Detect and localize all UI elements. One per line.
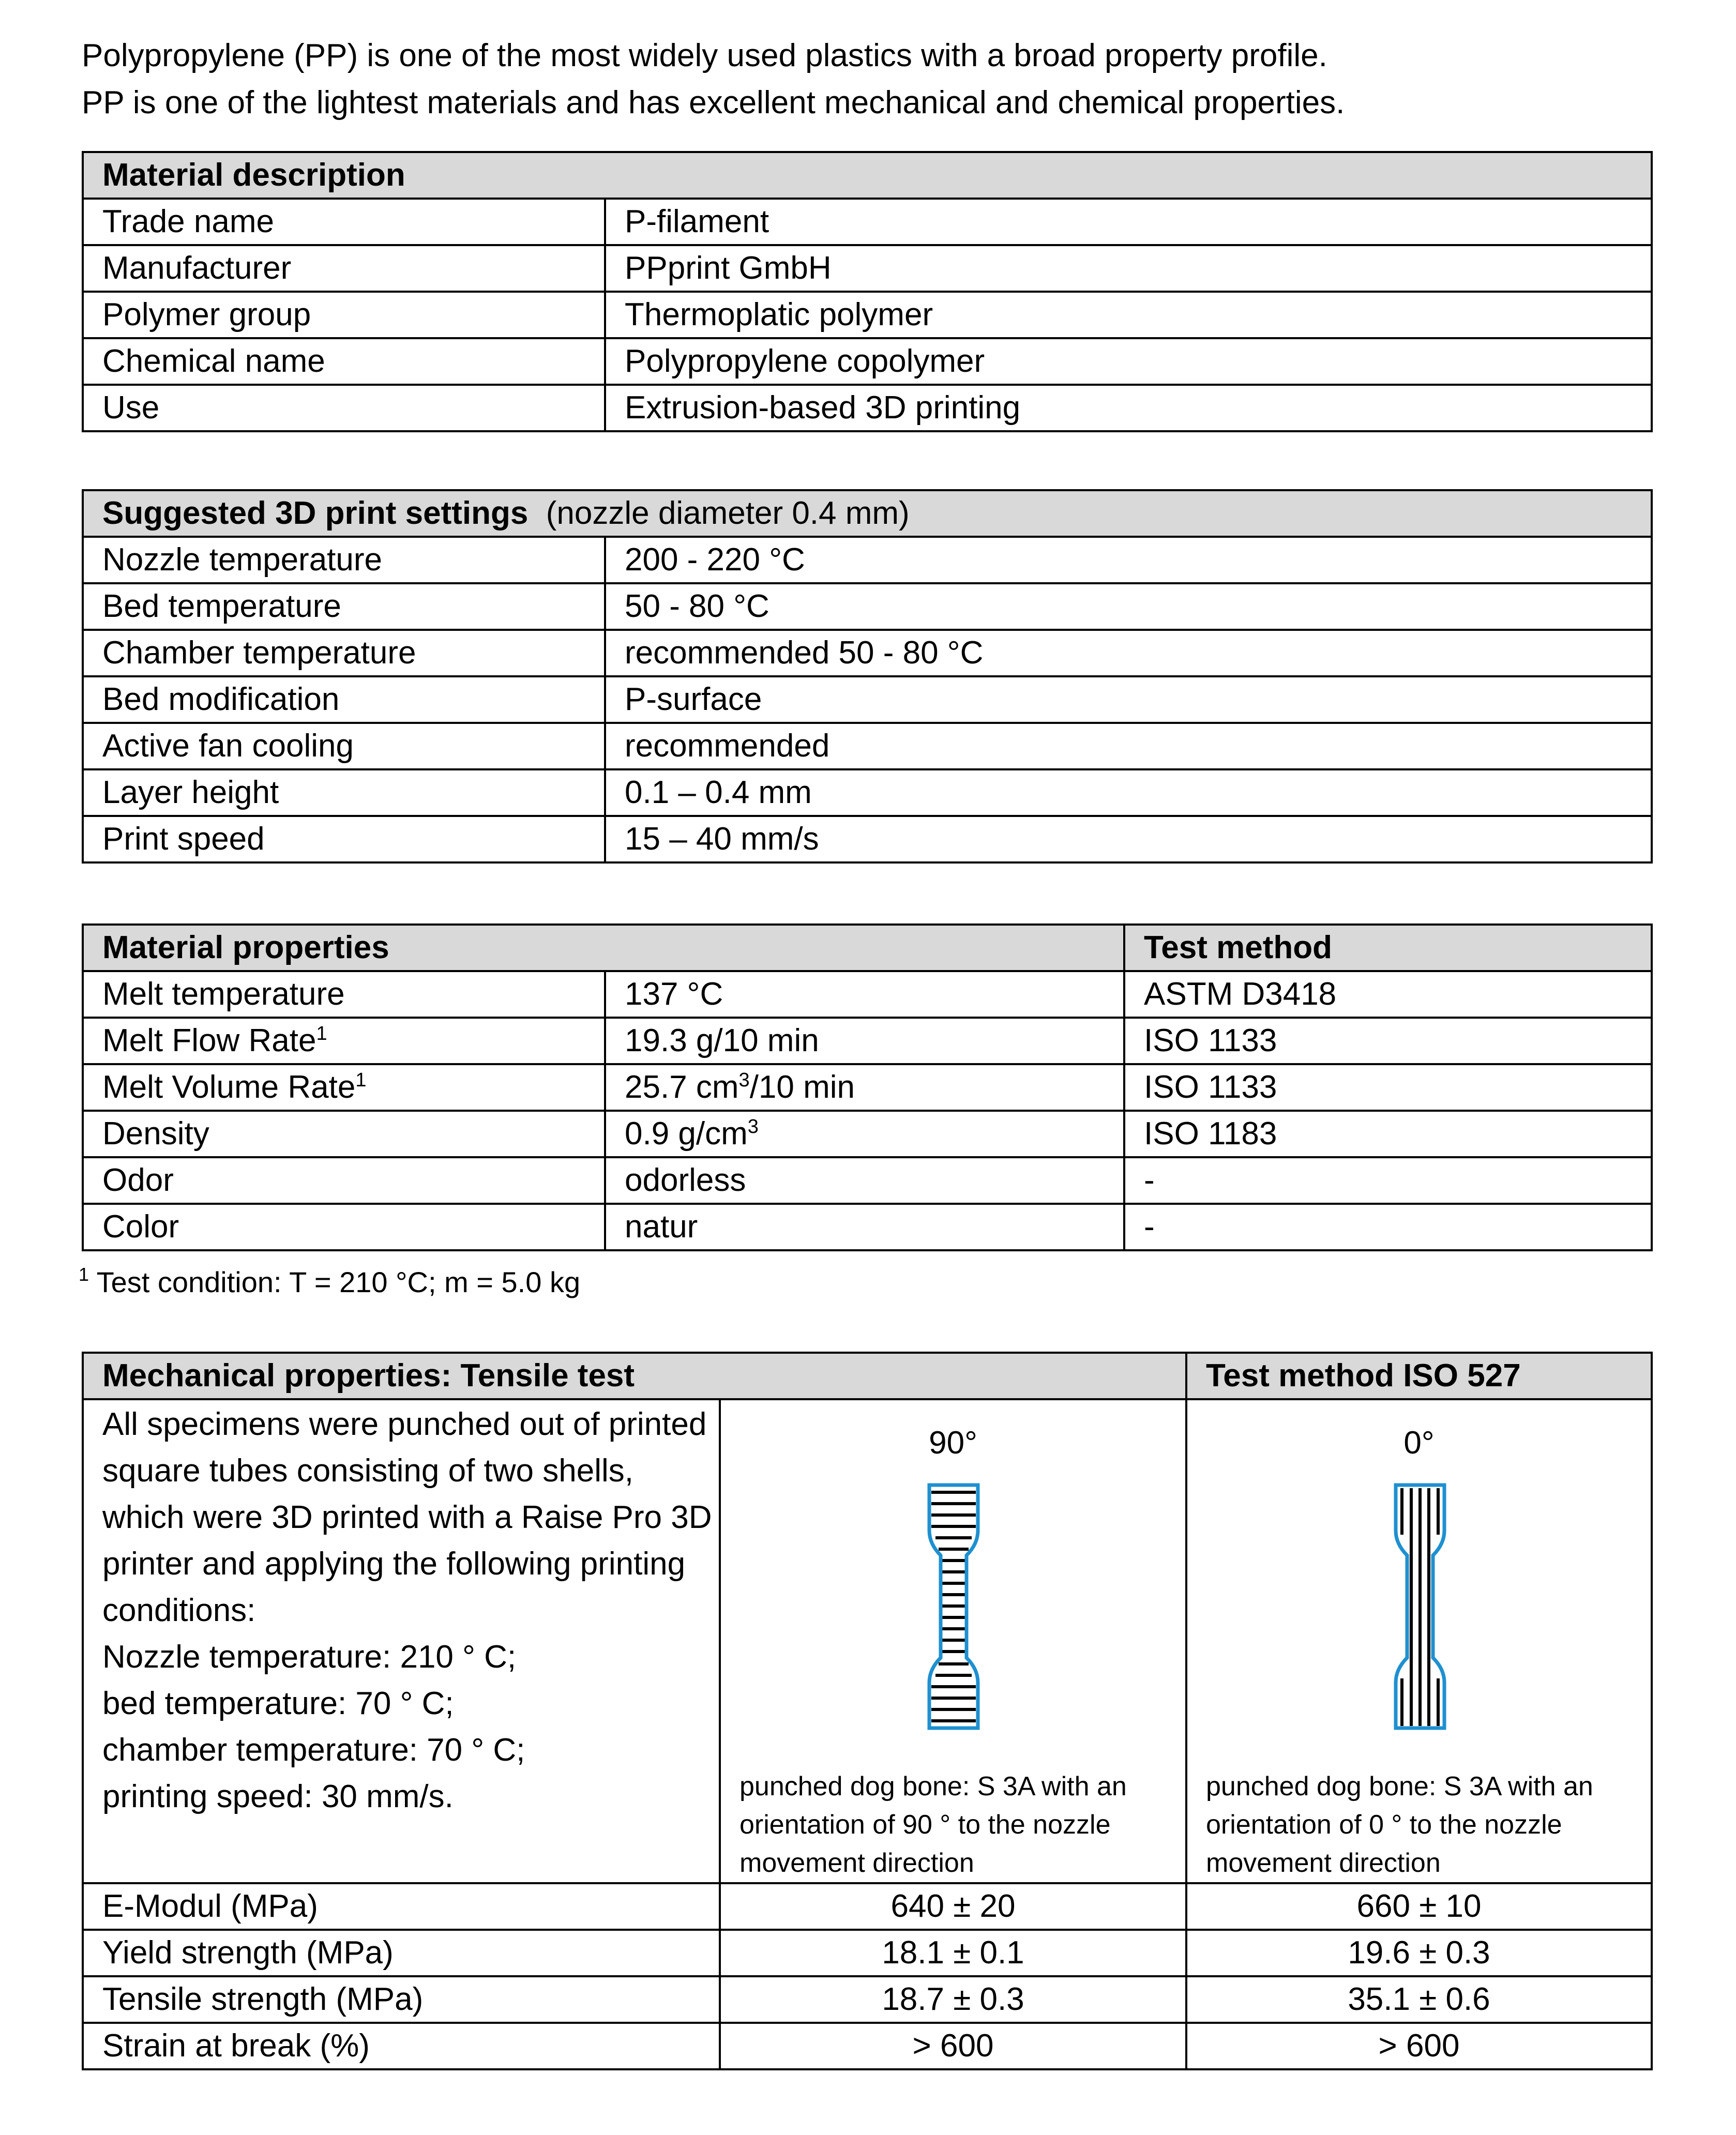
table-header-row bbox=[83, 1353, 1652, 1399]
row-method: ASTM D3418 bbox=[1124, 971, 1652, 1018]
condition-item: bed temperature: 70 ° C; bbox=[102, 1686, 454, 1721]
row-method: ISO 1133 bbox=[1124, 1064, 1652, 1111]
print-settings-table bbox=[82, 489, 1653, 864]
specimen-90-caption: punched dog bone: S 3A with an orientation of 90 ° to the nozzle movement direction bbox=[739, 1771, 1127, 1878]
row-label: Chemical name bbox=[83, 338, 605, 385]
row-label: Color bbox=[83, 1204, 605, 1250]
footnote bbox=[79, 1264, 580, 1300]
row-method: ISO 1133 bbox=[1124, 1018, 1652, 1064]
table-row bbox=[83, 292, 1652, 338]
row-value: odorless bbox=[605, 1157, 1124, 1204]
row-value: P-surface bbox=[605, 676, 1652, 723]
material-description-table bbox=[82, 151, 1653, 432]
row-value: 50 - 80 °C bbox=[605, 583, 1652, 630]
condition-item: printing speed: 30 mm/s. bbox=[102, 1779, 454, 1814]
row-value: 137 °C bbox=[605, 971, 1124, 1018]
test-method-header: Test method bbox=[1124, 925, 1652, 971]
dogbone-0-icon bbox=[1392, 1483, 1448, 1731]
row-label: Chamber temperature bbox=[83, 630, 605, 676]
table-header-row bbox=[83, 925, 1652, 971]
table-header-row bbox=[83, 152, 1652, 199]
table-row bbox=[83, 1930, 1652, 1976]
table-header-row bbox=[83, 490, 1652, 537]
section-title bbox=[83, 490, 1652, 537]
row-label: Layer height bbox=[83, 769, 605, 816]
row-value: recommended 50 - 80 °C bbox=[605, 630, 1652, 676]
row-label: Print speed bbox=[83, 816, 605, 862]
table-row bbox=[83, 1157, 1652, 1204]
footnote-mark: 1 bbox=[79, 1264, 89, 1285]
table-row bbox=[83, 630, 1652, 676]
footnote-ref: 1 bbox=[355, 1069, 367, 1091]
row-value: Extrusion-based 3D printing bbox=[605, 385, 1652, 431]
specimen-90-cell bbox=[720, 1399, 1186, 1883]
specimen-row bbox=[83, 1399, 1652, 1883]
row-label: Nozzle temperature bbox=[83, 537, 605, 583]
row-label: Yield strength (MPa) bbox=[83, 1930, 720, 1976]
row-label: Polymer group bbox=[83, 292, 605, 338]
row-value-90: 18.7 ± 0.3 bbox=[720, 1976, 1186, 2023]
dogbone-90-hatching bbox=[931, 1492, 976, 1721]
table-row bbox=[83, 1018, 1652, 1064]
row-label: Tensile strength (MPa) bbox=[83, 1976, 720, 2023]
print-settings-title: Suggested 3D print settings bbox=[102, 495, 529, 531]
test-description bbox=[83, 1399, 720, 1883]
test-method-header: Test method ISO 527 bbox=[1186, 1353, 1652, 1399]
row-label: Trade name bbox=[83, 199, 605, 245]
intro-text bbox=[82, 32, 1345, 126]
row-value: natur bbox=[605, 1204, 1124, 1250]
intro-line-1: Polypropylene (PP) is one of the most widely used plastics with a broad property profile. bbox=[82, 38, 1327, 73]
table-row bbox=[83, 723, 1652, 769]
table-row bbox=[83, 1111, 1652, 1157]
row-value-90: 640 ± 20 bbox=[720, 1883, 1186, 1930]
specimen-0-angle: 0° bbox=[1403, 1425, 1435, 1461]
description-text: All specimens were punched out of printed square tubes consisting of two shells, which were 3D printed with a Raise Pro 3D printer and applying the following printing conditions: bbox=[102, 1406, 712, 1628]
specimen-0-cell bbox=[1186, 1399, 1652, 1883]
table-row bbox=[83, 385, 1652, 431]
row-value: 0.9 $g/cm^3$ bbox=[605, 1111, 1124, 1157]
row-value-0: 660 ± 10 bbox=[1186, 1883, 1652, 1930]
section-title: Material properties bbox=[83, 925, 1124, 971]
section-title: Mechanical properties: Tensile test bbox=[83, 1353, 1186, 1399]
footnote-ref: 1 bbox=[316, 1023, 327, 1044]
table-row bbox=[83, 1883, 1652, 1930]
table-row bbox=[83, 338, 1652, 385]
row-label: Bed temperature bbox=[83, 583, 605, 630]
row-value-0: > 600 bbox=[1186, 2023, 1652, 2069]
table-row bbox=[83, 769, 1652, 816]
table-row bbox=[83, 1204, 1652, 1250]
table-row bbox=[83, 971, 1652, 1018]
table-row bbox=[83, 1976, 1652, 2023]
row-value: 19.3 g/10 min bbox=[605, 1018, 1124, 1064]
row-method: - bbox=[1124, 1157, 1652, 1204]
row-label: Bed modification bbox=[83, 676, 605, 723]
specimen-0-caption: punched dog bone: S 3A with an orientation of 0 ° to the nozzle movement direction bbox=[1206, 1771, 1593, 1878]
table-row bbox=[83, 199, 1652, 245]
table-row bbox=[83, 2023, 1652, 2069]
row-value-90: > 600 bbox=[720, 2023, 1186, 2069]
row-label: Strain at break (%) bbox=[83, 2023, 720, 2069]
row-value: 0.1 – 0.4 mm bbox=[605, 769, 1652, 816]
row-label: Odor bbox=[83, 1157, 605, 1204]
dogbone-90-icon bbox=[925, 1483, 982, 1731]
row-label: Active fan cooling bbox=[83, 723, 605, 769]
row-value: Polypropylene copolymer bbox=[605, 338, 1652, 385]
row-method: - bbox=[1124, 1204, 1652, 1250]
row-label: Manufacturer bbox=[83, 245, 605, 292]
row-value: P-filament bbox=[605, 199, 1652, 245]
row-label: Melt Flow Rate$^1$ bbox=[83, 1018, 605, 1064]
row-value-0: 19.6 ± 0.3 bbox=[1186, 1930, 1652, 1976]
intro-line-2: PP is one of the lightest materials and has excellent mechanical and chemical properties. bbox=[82, 85, 1345, 120]
condition-item: chamber temperature: 70 ° C; bbox=[102, 1732, 525, 1768]
row-value-0: 35.1 ± 0.6 bbox=[1186, 1976, 1652, 2023]
row-value: 25.7 $cm^3/10$ min bbox=[605, 1064, 1124, 1111]
footnote-text: Test condition: T = 210 °C; m = 5.0 kg bbox=[96, 1266, 581, 1298]
table-row bbox=[83, 245, 1652, 292]
table-row bbox=[83, 583, 1652, 630]
row-value-90: 18.1 ± 0.1 bbox=[720, 1930, 1186, 1976]
row-method: ISO 1183 bbox=[1124, 1111, 1652, 1157]
row-value: PPprint GmbH bbox=[605, 245, 1652, 292]
table-row bbox=[83, 676, 1652, 723]
row-value: recommended bbox=[605, 723, 1652, 769]
row-value: 200 - 220 °C bbox=[605, 537, 1652, 583]
section-title: Material description bbox=[83, 152, 1652, 199]
table-row bbox=[83, 1064, 1652, 1111]
tensile-test-table bbox=[82, 1352, 1653, 2070]
row-label: Density bbox=[83, 1111, 605, 1157]
print-settings-subtitle: (nozzle diameter 0.4 mm) bbox=[546, 495, 910, 531]
row-label: E-Modul (MPa) bbox=[83, 1883, 720, 1930]
row-label: Use bbox=[83, 385, 605, 431]
specimen-90-angle: 90° bbox=[929, 1425, 977, 1461]
row-label: Melt temperature bbox=[83, 971, 605, 1018]
material-properties-table bbox=[82, 923, 1653, 1251]
condition-item: Nozzle temperature: 210 ° C; bbox=[102, 1639, 517, 1675]
row-value: 15 – 40 mm/s bbox=[605, 816, 1652, 862]
table-row bbox=[83, 816, 1652, 862]
row-value: Thermoplatic polymer bbox=[605, 292, 1652, 338]
table-row bbox=[83, 537, 1652, 583]
row-label: Melt Volume Rate$^1$ bbox=[83, 1064, 605, 1111]
